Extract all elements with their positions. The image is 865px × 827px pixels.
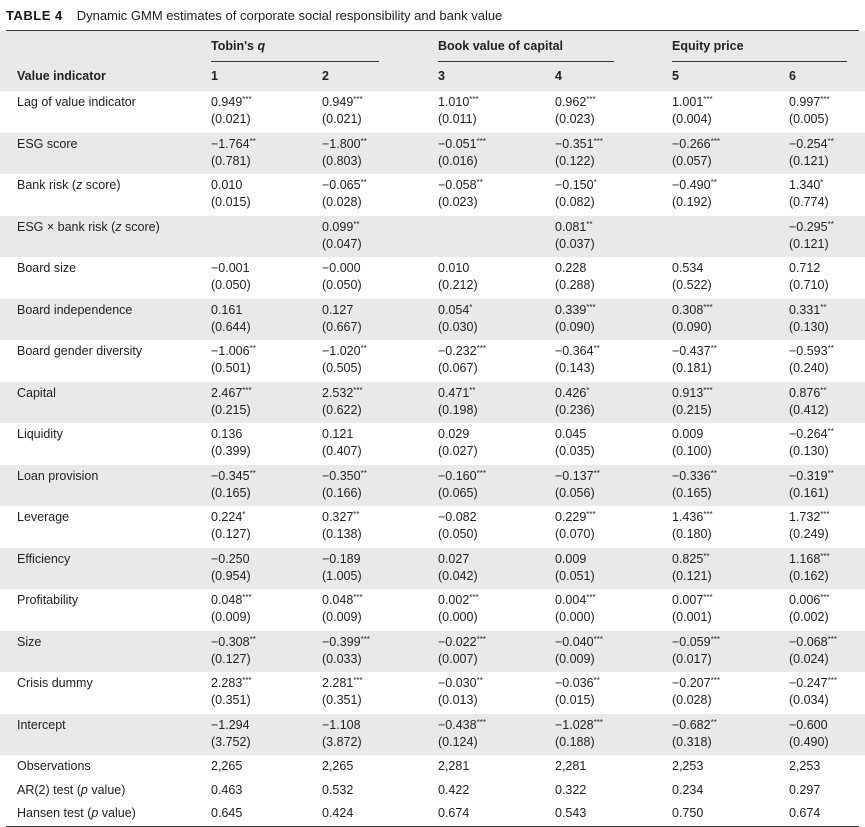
coefficient-cell: −0.437** xyxy=(672,344,717,358)
row-label: ESG score xyxy=(17,136,78,151)
std-error-cell: (0.622) xyxy=(322,402,362,417)
table-row xyxy=(0,299,865,341)
column-header-row xyxy=(0,69,865,89)
coefficient-cell: −0.082 xyxy=(438,510,477,524)
coefficient-cell: −1.800** xyxy=(322,136,367,151)
coefficient-cell: 0.161 xyxy=(211,302,243,317)
std-error-cell: (0.007) xyxy=(438,651,478,666)
coefficient-cell: −0.189 xyxy=(322,551,361,566)
summary-cell: 0.532 xyxy=(322,782,354,797)
coefficient-cell: −0.040*** xyxy=(555,634,603,649)
row-label: Lag of value indicator xyxy=(17,95,136,109)
coefficient-cell: 0.949*** xyxy=(322,95,363,109)
std-error-cell: (0.037) xyxy=(555,236,595,251)
table-row xyxy=(0,672,865,714)
coefficient-cell: 0.081** xyxy=(555,219,593,234)
row-label: Bank risk (z score) xyxy=(17,178,121,192)
group-rule-2 xyxy=(438,61,614,62)
std-error-cell: (0.070) xyxy=(555,527,595,541)
std-error-cell: (0.522) xyxy=(672,278,712,292)
coefficient-cell: 0.949*** xyxy=(211,95,252,109)
group-rule-1 xyxy=(211,61,379,62)
std-error-cell: (0.124) xyxy=(438,734,478,749)
coefficient-cell: 1.732*** xyxy=(789,510,830,524)
std-error-cell: (0.412) xyxy=(789,402,829,417)
std-error-cell: (0.198) xyxy=(438,402,478,417)
coefficient-cell: −0.150* xyxy=(555,178,597,192)
std-error-cell: (0.644) xyxy=(211,319,251,334)
coefficient-cell: 0.308*** xyxy=(672,302,713,317)
summary-row xyxy=(0,755,865,779)
std-error-cell: (0.028) xyxy=(322,195,362,209)
std-error-cell: (0.121) xyxy=(789,153,829,168)
std-error-cell: (0.249) xyxy=(789,527,829,541)
std-error-cell: (0.050) xyxy=(322,278,362,292)
row-label: Efficiency xyxy=(17,551,71,566)
coefficient-cell: −0.250 xyxy=(211,551,250,566)
std-error-cell: (0.138) xyxy=(322,527,362,541)
std-error-cell: (0.034) xyxy=(789,693,829,707)
std-error-cell: (0.165) xyxy=(672,485,712,500)
std-error-cell: (0.033) xyxy=(322,651,362,666)
coefficient-cell: 0.004*** xyxy=(555,593,596,607)
row-label: Board independence xyxy=(17,302,133,317)
table-body xyxy=(0,91,865,826)
std-error-cell: (0.023) xyxy=(555,112,595,126)
std-error-cell: (0.192) xyxy=(672,195,712,209)
column-header-3: 3 xyxy=(438,69,445,83)
std-error-cell: (0.143) xyxy=(555,361,595,375)
std-error-cell: (0.015) xyxy=(555,693,595,707)
coefficient-cell: 0.534 xyxy=(672,261,704,275)
summary-cell: 2,253 xyxy=(789,759,821,773)
std-error-cell: (0.121) xyxy=(789,236,829,251)
row-label: Profitability xyxy=(17,593,79,607)
coefficient-cell: 0.136 xyxy=(211,427,243,441)
coefficient-cell: −0.682** xyxy=(672,717,717,732)
std-error-cell: (0.505) xyxy=(322,361,362,375)
coefficient-cell: −0.065** xyxy=(322,178,367,192)
coefficient-cell: −0.137** xyxy=(555,468,600,483)
column-header-4: 4 xyxy=(555,69,562,83)
std-error-cell: (0.065) xyxy=(438,485,478,500)
coefficient-cell: 0.327** xyxy=(322,510,360,524)
coefficient-cell: −1.006** xyxy=(211,344,256,358)
row-label: Loan provision xyxy=(17,468,99,483)
std-error-cell: (0.013) xyxy=(438,693,478,707)
coefficient-cell: −0.036** xyxy=(555,676,600,690)
coefficient-cell: 0.009 xyxy=(555,551,587,566)
row-label: Board gender diversity xyxy=(17,344,143,358)
coefficient-cell: 0.007*** xyxy=(672,593,713,607)
summary-cell: 0.322 xyxy=(555,782,587,797)
coefficient-cell: 0.010 xyxy=(438,261,470,275)
column-header-1: 1 xyxy=(211,69,218,83)
coefficient-cell: −0.295** xyxy=(789,219,834,234)
std-error-cell: (0.021) xyxy=(211,112,251,126)
std-error-cell: (0.501) xyxy=(211,361,251,375)
std-error-cell: (0.212) xyxy=(438,278,478,292)
coefficient-cell: −0.399*** xyxy=(322,634,370,649)
table-number: TABLE 4 xyxy=(6,7,63,23)
coefficient-cell: −1.020** xyxy=(322,344,367,358)
column-header-5: 5 xyxy=(672,69,679,83)
row-label: ESG × bank risk (z score) xyxy=(17,219,160,234)
coefficient-cell: −0.593** xyxy=(789,344,834,358)
std-error-cell: (0.027) xyxy=(438,444,478,458)
coefficient-cell: −0.364** xyxy=(555,344,600,358)
row-label: AR(2) test (p value) xyxy=(17,782,126,797)
summary-cell: 0.424 xyxy=(322,806,354,820)
std-error-cell: (0.240) xyxy=(789,361,829,375)
table-row xyxy=(0,174,865,216)
coefficient-cell: −1.028*** xyxy=(555,717,603,732)
coefficient-cell: 2.281*** xyxy=(322,676,363,690)
coefficient-cell: 0.009 xyxy=(672,427,704,441)
regression-table xyxy=(0,30,865,827)
std-error-cell: (0.000) xyxy=(555,610,595,624)
coefficient-cell: 2.532*** xyxy=(322,385,363,400)
std-error-cell: (0.011) xyxy=(438,112,477,126)
std-error-cell: (0.009) xyxy=(211,610,251,624)
table-row xyxy=(0,382,865,424)
coefficient-cell: 0.029 xyxy=(438,427,470,441)
table-row xyxy=(0,548,865,590)
table-row xyxy=(0,216,865,258)
coefficient-cell: 0.006*** xyxy=(789,593,830,607)
coefficient-cell: −0.160*** xyxy=(438,468,486,483)
summary-cell: 0.674 xyxy=(789,806,821,820)
std-error-cell: (0.067) xyxy=(438,361,478,375)
std-error-cell: (0.181) xyxy=(672,361,712,375)
table-header xyxy=(0,31,865,91)
std-error-cell: (3.752) xyxy=(211,734,251,749)
coefficient-cell: 1.010*** xyxy=(438,95,479,109)
coefficient-cell: −0.264** xyxy=(789,427,834,441)
row-label-header: Value indicator xyxy=(17,69,106,83)
std-error-cell: (0.121) xyxy=(672,568,712,583)
std-error-cell: (0.001) xyxy=(672,610,712,624)
column-header-2: 2 xyxy=(322,69,329,83)
coefficient-cell: −0.350** xyxy=(322,468,367,483)
std-error-cell: (0.667) xyxy=(322,319,362,334)
row-label: Observations xyxy=(17,759,91,773)
summary-cell: 0.234 xyxy=(672,782,704,797)
coefficient-cell: 0.229*** xyxy=(555,510,596,524)
coefficient-cell: −0.600 xyxy=(789,717,828,732)
std-error-cell: (0.015) xyxy=(211,195,251,209)
summary-row xyxy=(0,802,865,826)
std-error-cell: (0.161) xyxy=(789,485,829,500)
coefficient-cell: 0.121 xyxy=(322,427,354,441)
table-row xyxy=(0,423,865,465)
row-label: Capital xyxy=(17,385,56,400)
summary-cell: 2,281 xyxy=(438,759,470,773)
std-error-cell: (0.954) xyxy=(211,568,251,583)
std-error-cell: (0.407) xyxy=(322,444,362,458)
coefficient-cell: 0.712 xyxy=(789,261,821,275)
std-error-cell: (0.774) xyxy=(789,195,829,209)
table-row xyxy=(0,91,865,133)
std-error-cell: (0.236) xyxy=(555,402,595,417)
summary-cell: 0.422 xyxy=(438,782,470,797)
std-error-cell: (0.490) xyxy=(789,734,829,749)
std-error-cell: (0.215) xyxy=(211,402,251,417)
summary-cell: 0.543 xyxy=(555,806,587,820)
coefficient-cell: −0.207*** xyxy=(672,676,720,690)
std-error-cell: (0.042) xyxy=(438,568,478,583)
std-error-cell: (0.127) xyxy=(211,651,251,666)
table-row xyxy=(0,340,865,382)
summary-row xyxy=(0,779,865,803)
row-label: Crisis dummy xyxy=(17,676,93,690)
std-error-cell: (0.288) xyxy=(555,278,595,292)
coefficient-cell: 2.467*** xyxy=(211,385,252,400)
coefficient-cell: 0.876** xyxy=(789,385,827,400)
std-error-cell: (0.050) xyxy=(438,527,478,541)
std-error-cell: (0.130) xyxy=(789,319,829,334)
coefficient-cell: −1.108 xyxy=(322,717,361,732)
std-error-cell: (0.130) xyxy=(789,444,829,458)
coefficient-cell: −0.438*** xyxy=(438,717,486,732)
std-error-cell: (0.781) xyxy=(211,153,251,168)
std-error-cell: (0.004) xyxy=(672,112,712,126)
coefficient-cell: 0.002*** xyxy=(438,593,479,607)
std-error-cell: (0.180) xyxy=(672,527,712,541)
summary-cell: 0.674 xyxy=(438,806,470,820)
std-error-cell: (0.090) xyxy=(555,319,595,334)
std-error-cell: (0.000) xyxy=(438,610,478,624)
coefficient-cell: 0.913*** xyxy=(672,385,713,400)
table-row xyxy=(0,133,865,175)
std-error-cell: (0.351) xyxy=(322,693,362,707)
coefficient-cell: 2.283*** xyxy=(211,676,252,690)
coefficient-cell: 0.224* xyxy=(211,510,246,524)
coefficient-cell: 1.340* xyxy=(789,178,824,192)
coefficient-cell: 1.436*** xyxy=(672,510,713,524)
coefficient-cell: 0.127 xyxy=(322,302,354,317)
std-error-cell: (0.028) xyxy=(672,693,712,707)
std-error-cell: (0.051) xyxy=(555,568,595,583)
coefficient-cell: −0.030** xyxy=(438,676,483,690)
table-row xyxy=(0,714,865,756)
coefficient-cell: −0.068*** xyxy=(789,634,837,649)
std-error-cell: (0.162) xyxy=(789,568,829,583)
group-header-tobins-q: Tobin's q xyxy=(211,39,266,53)
std-error-cell: (0.050) xyxy=(211,278,251,292)
coefficient-cell: −0.247*** xyxy=(789,676,837,690)
std-error-cell: (0.100) xyxy=(672,444,712,458)
std-error-cell: (0.215) xyxy=(672,402,712,417)
coefficient-cell: −1.764** xyxy=(211,136,256,151)
table-caption xyxy=(0,0,865,30)
std-error-cell: (0.166) xyxy=(322,485,362,500)
std-error-cell: (0.803) xyxy=(322,153,362,168)
coefficient-cell: 0.045 xyxy=(555,427,587,441)
std-error-cell: (0.399) xyxy=(211,444,251,458)
coefficient-cell: 0.426* xyxy=(555,385,590,400)
coefficient-cell: 0.997*** xyxy=(789,95,830,109)
coefficient-cell: −0.000 xyxy=(322,261,361,275)
std-error-cell: (0.016) xyxy=(438,153,478,168)
coefficient-cell: 0.099** xyxy=(322,219,360,234)
row-label: Hansen test (p value) xyxy=(17,806,136,820)
std-error-cell: (0.165) xyxy=(211,485,251,500)
std-error-cell: (0.710) xyxy=(789,278,829,292)
coefficient-cell: −0.319** xyxy=(789,468,834,483)
summary-cell: 2,265 xyxy=(211,759,243,773)
table-row xyxy=(0,257,865,299)
table-row xyxy=(0,589,865,631)
std-error-cell: (0.009) xyxy=(322,610,362,624)
coefficient-cell: −0.254** xyxy=(789,136,834,151)
std-error-cell: (0.017) xyxy=(672,651,712,666)
std-error-cell: (0.057) xyxy=(672,153,712,168)
coefficient-cell: 0.010 xyxy=(211,178,243,192)
std-error-cell: (0.047) xyxy=(322,236,362,251)
table-row xyxy=(0,465,865,507)
coefficient-cell: −0.051*** xyxy=(438,136,486,151)
coefficient-cell: −0.001 xyxy=(211,261,250,275)
group-header-book-value: Book value of capital xyxy=(438,39,564,53)
std-error-cell: (0.002) xyxy=(789,610,829,624)
coefficient-cell: 0.962*** xyxy=(555,95,596,109)
coefficient-cell: −0.022*** xyxy=(438,634,486,649)
coefficient-cell: 1.168*** xyxy=(789,551,830,566)
coefficient-cell: 0.048*** xyxy=(211,593,252,607)
coefficient-cell: 0.331** xyxy=(789,302,827,317)
coefficient-cell: 0.054* xyxy=(438,302,473,317)
coefficient-cell: 0.228 xyxy=(555,261,587,275)
std-error-cell: (0.056) xyxy=(555,485,595,500)
row-label: Size xyxy=(17,634,42,649)
std-error-cell: (0.127) xyxy=(211,527,251,541)
coefficient-cell: −0.336** xyxy=(672,468,717,483)
coefficient-cell: 0.048*** xyxy=(322,593,363,607)
std-error-cell: (0.122) xyxy=(555,153,595,168)
std-error-cell: (0.351) xyxy=(211,693,251,707)
coefficient-cell: 0.339*** xyxy=(555,302,596,317)
coefficient-cell: −0.345** xyxy=(211,468,256,483)
summary-cell: 2,281 xyxy=(555,759,587,773)
coefficient-cell: −0.308** xyxy=(211,634,256,649)
coefficient-cell: −0.351*** xyxy=(555,136,603,151)
table-row xyxy=(0,506,865,548)
coefficient-cell: −0.232*** xyxy=(438,344,486,358)
std-error-cell: (0.009) xyxy=(555,651,595,666)
coefficient-cell: 0.027 xyxy=(438,551,470,566)
coefficient-cell: 0.471** xyxy=(438,385,476,400)
std-error-cell: (3.872) xyxy=(322,734,362,749)
summary-cell: 0.463 xyxy=(211,782,243,797)
coefficient-cell: −0.059*** xyxy=(672,634,720,649)
std-error-cell: (0.090) xyxy=(672,319,712,334)
group-header-equity-price: Equity price xyxy=(672,39,744,53)
summary-cell: 0.750 xyxy=(672,806,704,820)
group-rule-3 xyxy=(672,61,847,62)
summary-cell: 2,253 xyxy=(672,759,704,773)
table-title: Dynamic GMM estimates of corporate social responsibility and bank value xyxy=(76,7,503,23)
row-label: Intercept xyxy=(17,717,66,732)
summary-cell: 0.297 xyxy=(789,782,821,797)
table-row xyxy=(0,631,865,673)
summary-cell: 0.645 xyxy=(211,806,243,820)
std-error-cell: (0.030) xyxy=(438,319,478,334)
std-error-cell: (0.035) xyxy=(555,444,595,458)
std-error-cell: (1.005) xyxy=(322,568,362,583)
coefficient-cell: −1.294 xyxy=(211,717,250,732)
column-header-6: 6 xyxy=(789,69,796,83)
std-error-cell: (0.318) xyxy=(672,734,712,749)
coefficient-cell: 0.825** xyxy=(672,551,710,566)
std-error-cell: (0.024) xyxy=(789,651,829,666)
std-error-cell: (0.005) xyxy=(789,112,829,126)
std-error-cell: (0.082) xyxy=(555,195,595,209)
summary-cell: 2,265 xyxy=(322,759,354,773)
coefficient-cell: −0.490** xyxy=(672,178,717,192)
std-error-cell: (0.023) xyxy=(438,195,478,209)
std-error-cell: (0.021) xyxy=(322,112,362,126)
coefficient-cell: −0.058** xyxy=(438,178,483,192)
row-label: Liquidity xyxy=(17,427,63,441)
coefficient-cell: 1.001*** xyxy=(672,95,713,109)
std-error-cell: (0.188) xyxy=(555,734,595,749)
coefficient-cell: −0.266*** xyxy=(672,136,720,151)
row-label: Board size xyxy=(17,261,77,275)
row-label: Leverage xyxy=(17,510,70,524)
